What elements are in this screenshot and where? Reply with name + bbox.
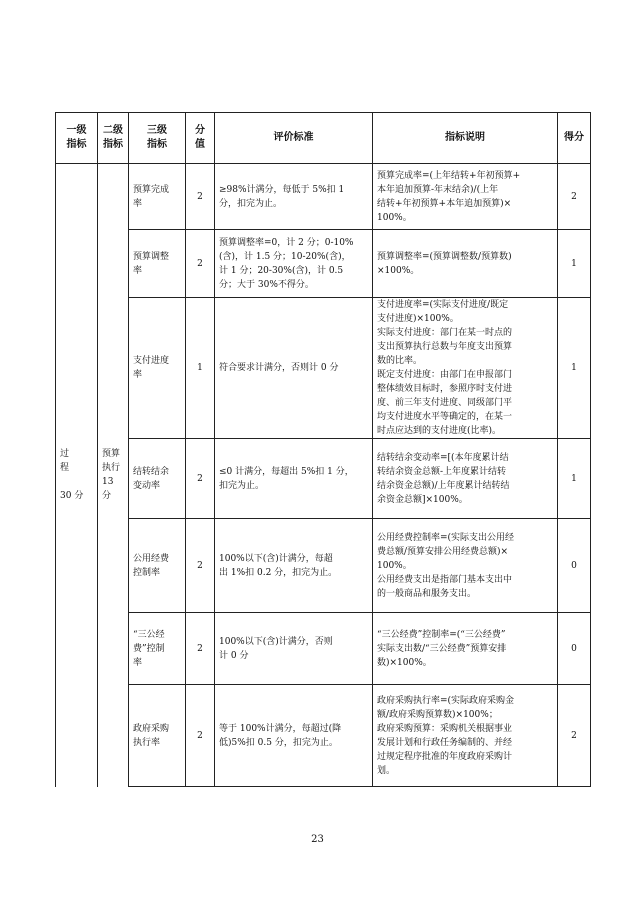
table-row [56, 439, 591, 519]
indicator-explanation: 政府采购执行率=(实际政府采购金 额/政府采购预算数)×100%； 政府采购预算：采购机关根据事业 发展计划和行政任务编制的、并经 过规定程序批准的年度政府采购计 划。 [373, 685, 558, 787]
indicator-explanation: 预算调整率=(预算调整数/预算数) ×100%。 [373, 230, 558, 298]
evaluation-table [55, 112, 591, 787]
indicator-criteria: ≤0 计满分，每超出 5%扣 1 分， 扣完为止。 [215, 439, 373, 519]
indicator-criteria: 符合要求计满分，否则计 0 分 [215, 298, 373, 439]
header-score: 分 值 [186, 113, 215, 164]
indicator-criteria: ≥98%计满分，每低于 5%扣 1 分，扣完为止。 [215, 164, 373, 230]
table-row [56, 298, 591, 439]
table-row [56, 685, 591, 787]
table-row [56, 164, 591, 230]
header-obtained: 得分 [558, 113, 591, 164]
header-explanation: 指标说明 [373, 113, 558, 164]
header-criteria: 评价标准 [215, 113, 373, 164]
level2-budget-execution: 预算 执行 13 分 [98, 164, 129, 787]
indicator-explanation: 预算完成率=(上年结转+年初预算+ 本年追加预算-年末结余)/(上年 结转+年初预算+本年追加预算)× 100%。 [373, 164, 558, 230]
header-level2: 二级 指标 [98, 113, 129, 164]
header-level3: 三级 指标 [129, 113, 186, 164]
indicator-obtained: 0 [558, 613, 591, 685]
indicator-score: 2 [186, 230, 215, 298]
indicator-name: “三公经 费”控制 率 [129, 613, 186, 685]
indicator-explanation: 公用经费控制率=(实际支出公用经 费总额/预算安排公用经费总额)× 100%。 公用经费支出是指部门基本支出中 的一般商品和服务支出。 [373, 519, 558, 613]
indicator-name: 支付进度 率 [129, 298, 186, 439]
indicator-name: 结转结余 变动率 [129, 439, 186, 519]
indicator-name: 预算完成 率 [129, 164, 186, 230]
indicator-score: 1 [186, 298, 215, 439]
indicator-explanation: 结转结余变动率=[(本年度累计结 转结余资金总额-上年度累计结转 结余资金总额)/上年度累计结转结 余资金总额]×100%。 [373, 439, 558, 519]
indicator-obtained: 0 [558, 519, 591, 613]
indicator-explanation: 支付进度率=(实际支付进度/既定 支付进度)×100%。 实际支付进度：部门在某一时点的 支出预算执行总数与年度支出预算 数的比率。 既定支付进度：由部门在申报部门 整体绩效目标时，参照序时支付进 度、前三年支付进度、同级部门平 均支付进度水平等确定的，在某一 时点应达到的支付进度(比率)。 [373, 298, 558, 439]
indicator-obtained: 2 [558, 685, 591, 787]
table-row [56, 519, 591, 613]
indicator-name: 预算调整 率 [129, 230, 186, 298]
indicator-name: 公用经费 控制率 [129, 519, 186, 613]
table-row [56, 230, 591, 298]
header-level1: 一级 指标 [56, 113, 98, 164]
indicator-criteria: 等于 100%计满分，每超过(降 低)5%扣 0.5 分，扣完为止。 [215, 685, 373, 787]
indicator-obtained: 1 [558, 230, 591, 298]
indicator-score: 2 [186, 519, 215, 613]
indicator-obtained: 1 [558, 439, 591, 519]
indicator-name: 政府采购 执行率 [129, 685, 186, 787]
indicator-obtained: 1 [558, 298, 591, 439]
indicator-obtained: 2 [558, 164, 591, 230]
indicator-criteria: 100%以下(含)计满分，每超 出 1%扣 0.2 分，扣完为止。 [215, 519, 373, 613]
header-row [56, 113, 591, 164]
indicator-criteria: 100%以下(含)计满分，否则 计 0 分 [215, 613, 373, 685]
level1-process: 过 程 30 分 [56, 164, 98, 787]
indicator-explanation: “三公经费”控制率=(“三公经费” 实际支出数/“三公经费”预算安排 数)×100%。 [373, 613, 558, 685]
indicator-criteria: 预算调整率=0，计 2 分；0-10% (含)，计 1.5 分；10-20%(含)， 计 1 分；20-30%(含)，计 0.5 分；大于 30%不得分。 [215, 230, 373, 298]
indicator-score: 2 [186, 685, 215, 787]
indicator-score: 2 [186, 613, 215, 685]
table-row [56, 613, 591, 685]
page-number: 23 [311, 834, 324, 845]
indicator-score: 2 [186, 439, 215, 519]
indicator-score: 2 [186, 164, 215, 230]
